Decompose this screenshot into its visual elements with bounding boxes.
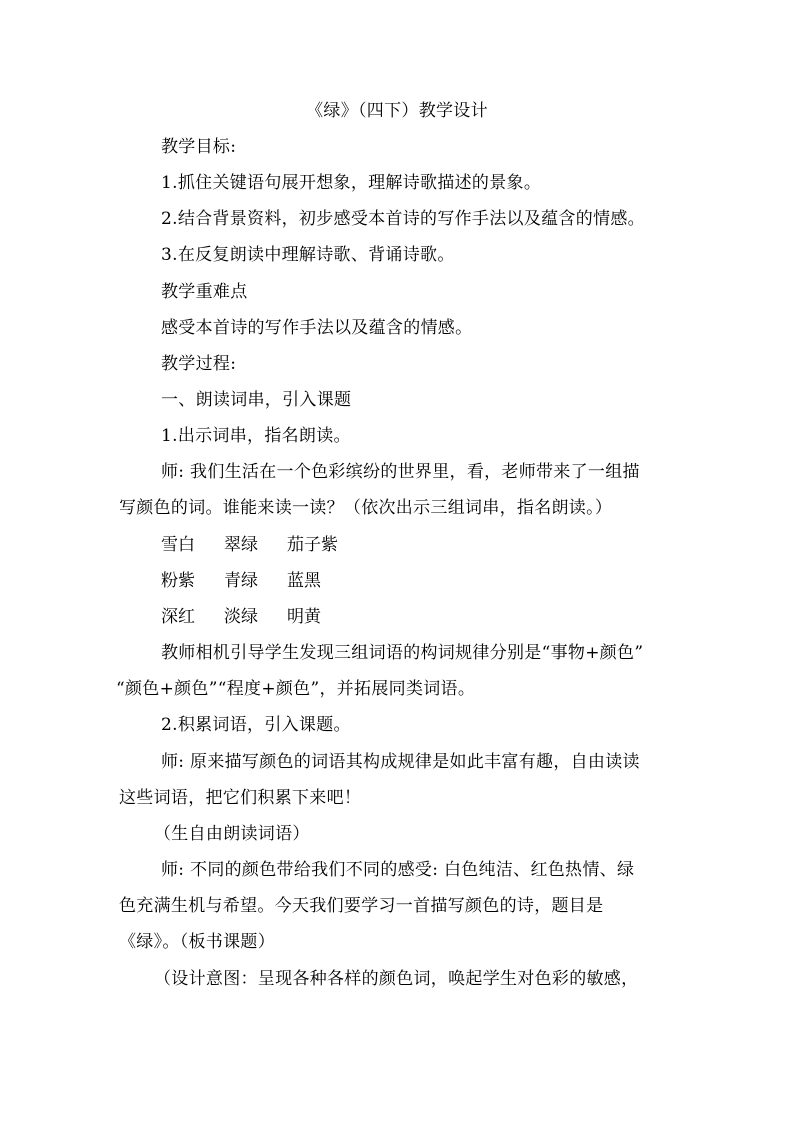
goal-2: 2.结合背景资料，初步感受本首诗的写作手法以及蕴含的情感。 — [161, 209, 645, 229]
guide-line-a: 教师相机引导学生发现三组词语的构词规律分别是“事物+颜色” — [161, 643, 644, 663]
teacher-line-2b: 这些词语，把它们积累下来吧！ — [119, 788, 362, 808]
goal-3: 3.在反复朗读中理解诗歌、背诵诗歌。 — [161, 245, 455, 265]
guide-line-b: “颜色+颜色”“程度+颜色”，并拓展同类词语。 — [116, 679, 476, 699]
heading-process: 教学过程: — [161, 354, 237, 374]
word-row-3 — [161, 607, 321, 627]
teacher-line-1b: 写颜色的词。谁能来读一读？（依次出示三组词串，指名朗读。） — [119, 498, 613, 518]
word: 雪白 — [161, 535, 195, 555]
word: 青绿 — [224, 571, 258, 591]
word: 蓝黑 — [287, 571, 321, 591]
design-intent-line: （设计意图：呈现各种各样的颜色词，唤起学生对色彩的敏感， — [154, 969, 639, 989]
word: 深红 — [161, 607, 195, 627]
student-reading-note: （生自由朗读词语） — [154, 824, 310, 844]
word: 翠绿 — [224, 535, 258, 555]
goal-1: 1.抓住关键语句展开想象，理解诗歌描述的景象。 — [161, 173, 542, 193]
step-1-2: 2.积累词语，引入课题。 — [161, 715, 351, 735]
teacher-line-3c: 《绿》。（板书课题） — [119, 932, 275, 952]
key-points-text: 感受本首诗的写作手法以及蕴含的情感。 — [161, 318, 473, 338]
word-row-1 — [161, 535, 338, 555]
step-1-1: 1.出示词串，指名朗读。 — [161, 426, 351, 446]
word: 茄子紫 — [287, 535, 338, 555]
word: 淡绿 — [224, 607, 258, 627]
document-title: 《绿》（四下）教学设计 — [306, 101, 488, 121]
word: 粉紫 — [161, 571, 195, 591]
word: 明黄 — [287, 607, 321, 627]
teacher-line-2a: 师: 原来描写颜色的词语其构成规律是如此丰富有趣，自由读读 — [161, 752, 640, 772]
teacher-line-3b: 色充满生机与希望。今天我们要学习一首描写颜色的诗，题目是 — [119, 896, 604, 916]
teacher-line-1a: 师: 我们生活在一个色彩缤纷的世界里，看，老师带来了一组描 — [161, 462, 640, 482]
word-row-2 — [161, 571, 321, 591]
heading-teaching-goals: 教学目标: — [161, 137, 237, 157]
section-1-heading: 一、朗读词串，引入课题 — [161, 390, 352, 410]
heading-key-points: 教学重难点 — [161, 282, 248, 302]
teacher-line-3a: 师: 不同的颜色带给我们不同的感受: 白色纯洁、红色热情、绿 — [161, 860, 635, 880]
